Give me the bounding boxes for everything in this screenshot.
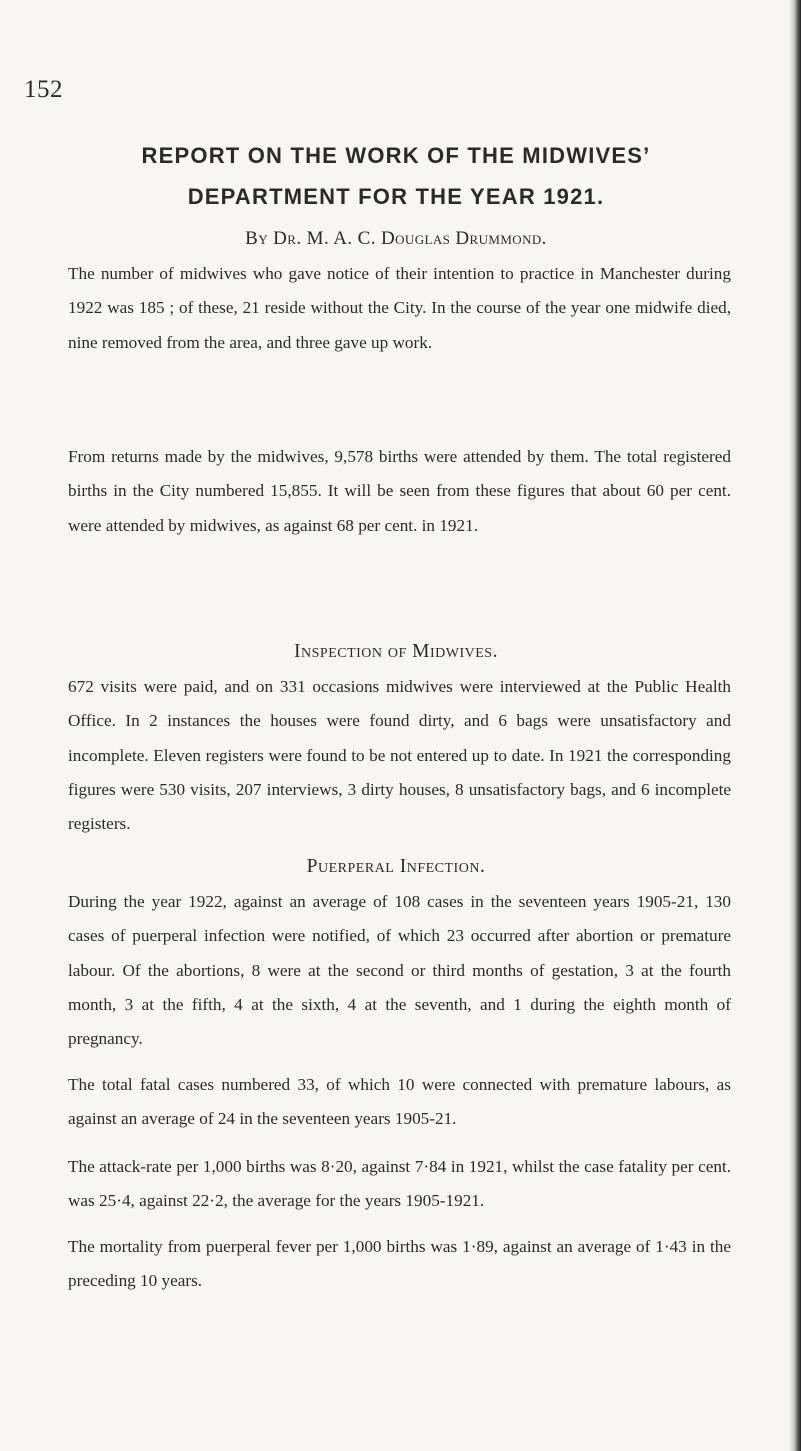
puerperal-paragraph-attack-rate: The attack-rate per 1,000 births was 8·20, against 7·84 in 1921, whilst the case fatality per cent. was 25·4, against 22·2, the average for the years 1905-1921. [68, 1157, 731, 1211]
puerperal-heading: Puerperal Infection. [306, 856, 486, 877]
intro-paragraph: The number of midwives who gave notice of their intention to practice in Manchester during 1922 was 185 ; of these, 21 reside without the City. In the course of the year one midwife died, nine removed from the area, and three gave up work. [68, 264, 731, 352]
inspection-paragraph: 672 visits were paid, and on 331 occasions midwives were interviewed at the Public Health Office. In 2 instances the houses were found dirty, and 6 bags were unsatisfactory and incomplete. Eleven registers were found to be not entered up to date. In 1921 the corresponding figures were 530 visits, 207 interviews, 3 dirty houses, 8 unsatisfactory bags, and 6 incomplete registers. [68, 677, 731, 834]
puerperal-paragraph-mortality: The mortality from puerperal fever per 1,000 births was 1·89, against an average of 1·43 in the preceding 10 years. [68, 1237, 731, 1291]
author-byline: By Dr. M. A. C. Douglas Drummond. [245, 228, 547, 249]
puerperal-paragraph-fatal: The total fatal cases numbered 33, of which 10 were connected with premature labours, as against an average of 24 in the seventeen years 1905-21. [68, 1075, 731, 1129]
page-edge-shadow [789, 0, 801, 1451]
puerperal-paragraph-cases: During the year 1922, against an average of 108 cases in the seventeen years 1905-21, 130 cases of puerperal infection were notified, of which 23 occurred after abortion or premature labour. Of the abortions, 8 were at the second or third months of gestation, 3 at the fourth month, 3 at the fifth, 4 at the sixth, 4 at the seventh, and 1 during the eighth month of pregnancy. [68, 892, 731, 1049]
report-title-line-1: REPORT ON THE WORK OF THE MIDWIVES’ [141, 143, 651, 168]
returns-paragraph: From returns made by the midwives, 9,578 births were attended by them. The total registered births in the City numbered 15,855. It will be seen from these figures that about 60 per cent. were attended by midwives, as against 68 per cent. in 1921. [68, 447, 731, 535]
page-number: 152 [24, 76, 63, 103]
report-title-line-2: DEPARTMENT FOR THE YEAR 1921. [187, 184, 605, 209]
inspection-heading: Inspection of Midwives. [294, 641, 498, 662]
